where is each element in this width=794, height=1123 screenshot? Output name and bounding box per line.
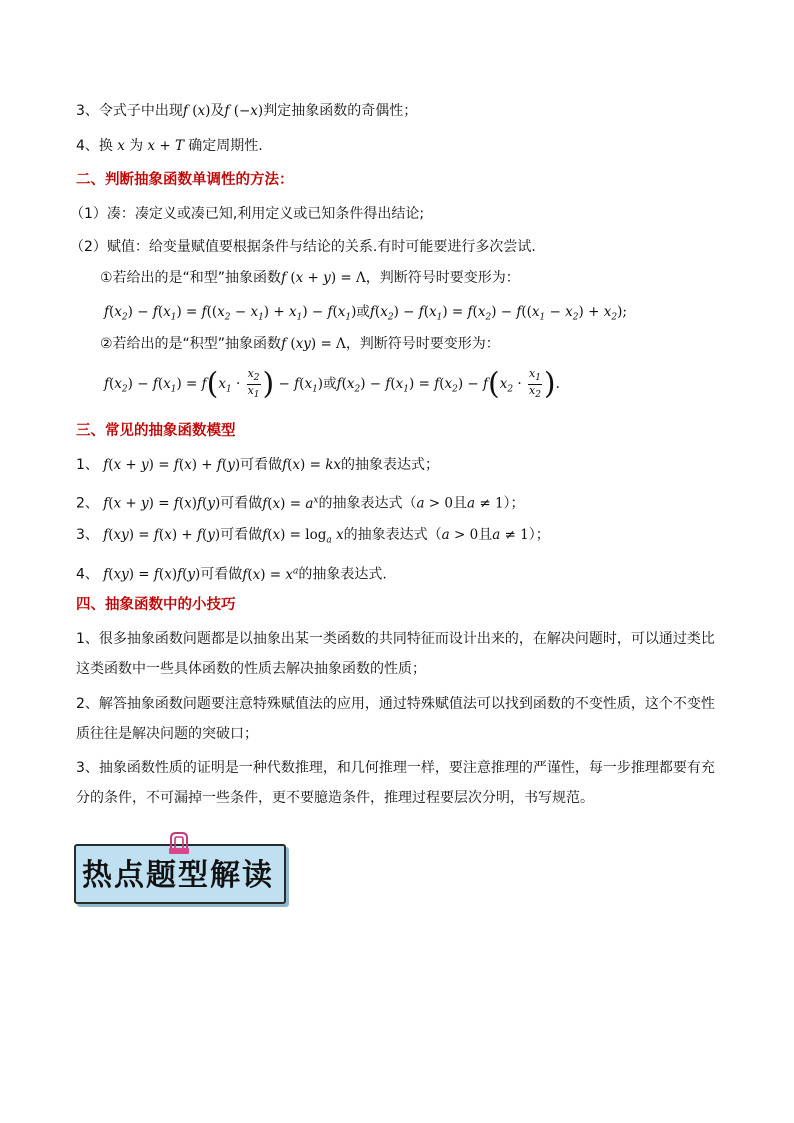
formula-x-plus-t: x + T bbox=[143, 138, 189, 154]
rule-period-prefix: 4、换 bbox=[76, 138, 113, 154]
model-2-cond-b: a ≠ 1 bbox=[467, 495, 504, 512]
model-4 bbox=[76, 561, 387, 585]
rule-period-suffix: 确定周期性. bbox=[188, 138, 263, 154]
model-4-number: 4、 bbox=[76, 566, 99, 583]
section-2-heading: 二、判断抽象函数单调性的方法： bbox=[76, 172, 294, 188]
formula-f-neg-x: f (−x) bbox=[224, 103, 264, 119]
rule-parity-suffix: 判定抽象函数的奇偶性； bbox=[263, 103, 418, 119]
sum-type-formula: $f(x_2) - f(x_1) = f((x_2 - x_1) + x_1) - f(x_1)$或$f(x_2) - f(x_1) = f(x_2) - f((x_1 - x_2) + x_2)$; bbox=[104, 304, 627, 323]
hot-topic-banner bbox=[68, 830, 290, 916]
formula-x: x bbox=[112, 138, 130, 154]
binder-clip-icon bbox=[166, 830, 192, 856]
product-type-or: 或 bbox=[323, 376, 337, 392]
product-type-intro bbox=[100, 334, 500, 354]
sum-type-or: 或 bbox=[356, 304, 370, 320]
model-3-equation: f(xy) = f(x) + f(y) bbox=[98, 527, 221, 543]
monotonic-method-1: （1）凑：凑定义或凑已知,利用定义或已知条件得出结论; bbox=[70, 206, 425, 222]
product-type-label: ②若给出的是“积型”抽象函数 bbox=[100, 336, 282, 352]
model-3-cond-a: a > 0 bbox=[441, 527, 479, 543]
model-3 bbox=[76, 525, 550, 551]
model-3-close: ）； bbox=[528, 527, 550, 543]
tip-3: 3、抽象函数性质的证明是一种代数推理，和几何推理一样，要注意推理的严谨性，每一步推理都要有充分的条件，不可漏掉一些条件，更不要臆造条件，推理过程要层次分明，书写规范。 bbox=[76, 760, 715, 806]
sum-type-instruction: ，判断符号时要变形为： bbox=[365, 270, 520, 286]
model-3-cond-and: 且 bbox=[478, 527, 493, 543]
formula-f-x: f (x) bbox=[182, 103, 211, 119]
model-4-suffix: 的抽象表达式. bbox=[298, 566, 387, 583]
sum-type-intro bbox=[100, 268, 520, 288]
rule-parity-line bbox=[76, 101, 417, 121]
tip-2: 2、解答抽象函数问题要注意特殊赋值法的应用，通过特殊赋值法可以找到函数的不变性质，这个不变性质往往是解决问题的突破口； bbox=[76, 696, 715, 742]
model-1 bbox=[76, 455, 439, 475]
model-2-close: ）； bbox=[503, 495, 525, 512]
product-type-formula: $f(x_2) - f(x_1) = f(x_1$ · $\frac{x_2}{x_1}$ ) − $f(x_1)$或$f(x_2) - f(x_1) = f(x_2) - f(x_2$ · $\frac{x_1}{x_2}$ ). bbox=[104, 366, 560, 402]
product-type-instruction: ，判断符号时要变形为： bbox=[345, 336, 500, 352]
model-4-equation: f(xy) = f(x)f(y) bbox=[98, 566, 201, 583]
banner-title: 热点题型解读 bbox=[82, 858, 274, 893]
rule-period-as: 为 bbox=[129, 138, 144, 154]
model-2-cond-and: 且 bbox=[453, 495, 467, 512]
model-1-function: f(x) = kx bbox=[282, 457, 341, 473]
model-3-suffix: 的抽象表达式（ bbox=[343, 527, 442, 543]
model-3-number: 3、 bbox=[76, 527, 99, 543]
formula-product-type: f (xy) = Λ bbox=[281, 336, 346, 352]
model-2-function: $f(x) = a^x$ bbox=[262, 495, 319, 512]
monotonic-method-2: （2）赋值：给变量赋值要根据条件与结论的关系.有时可能要进行多次尝试. bbox=[70, 239, 536, 255]
rule-parity-and: 及 bbox=[210, 103, 225, 119]
formula-sum-type: f (x + y) = Λ bbox=[281, 270, 366, 286]
rule-period-line bbox=[76, 136, 263, 156]
model-2-equation: f(x + y) = f(x)f(y) bbox=[98, 495, 221, 512]
model-1-regard: 可看做 bbox=[240, 457, 283, 473]
model-4-function: $f(x) = x^a$ bbox=[242, 566, 299, 583]
model-1-suffix: 的抽象表达式； bbox=[341, 457, 439, 473]
model-3-regard: 可看做 bbox=[220, 527, 263, 543]
model-3-function: $f(x) = \log_a x$ bbox=[262, 527, 344, 546]
section-3-heading: 三、常见的抽象函数模型 bbox=[76, 423, 236, 439]
model-2-number: 2、 bbox=[76, 495, 99, 512]
model-4-regard: 可看做 bbox=[200, 566, 243, 583]
tip-1: 1、很多抽象函数问题都是以抽象出某一类函数的共同特征而设计出来的，在解决问题时，可以通过类比这类函数中一些具体函数的性质去解决抽象函数的性质； bbox=[76, 631, 715, 677]
rule-parity-prefix: 3、令式子中出现 bbox=[76, 103, 183, 119]
model-3-cond-b: a ≠ 1 bbox=[492, 527, 529, 543]
model-1-equation: f(x + y) = f(x) + f(y) bbox=[98, 457, 241, 473]
model-1-number: 1、 bbox=[76, 457, 99, 473]
model-2-suffix: 的抽象表达式（ bbox=[318, 495, 417, 512]
model-2 bbox=[76, 490, 525, 514]
model-2-cond-a: a > 0 bbox=[416, 495, 453, 512]
model-2-regard: 可看做 bbox=[220, 495, 263, 512]
section-4-heading: 四、抽象函数中的小技巧 bbox=[76, 597, 236, 613]
sum-type-label: ①若给出的是“和型”抽象函数 bbox=[100, 270, 282, 286]
